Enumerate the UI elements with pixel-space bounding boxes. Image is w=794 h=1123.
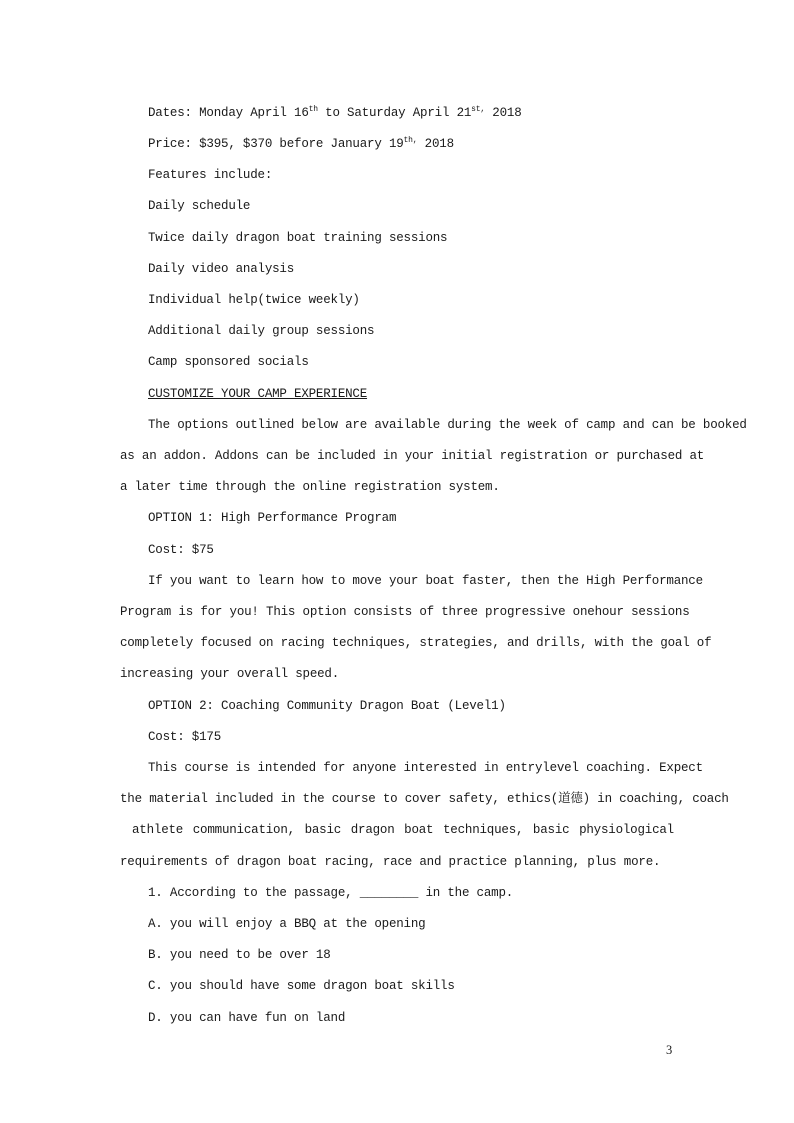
customize-para-line: a later time through the online registration system. (120, 480, 500, 494)
option1-para-line: increasing your overall speed. (120, 667, 340, 681)
option1-title: OPTION 1: High Performance Program (148, 511, 397, 525)
option2-para-line: This course is intended for anyone interested in entrylevel coaching. Expect (148, 761, 703, 775)
option2-para-line: the material included in the course to cover safety, ethics(道德) in coaching, coach (120, 792, 729, 806)
feature-item: Twice daily dragon boat training sessions (148, 231, 448, 245)
dates-line: Dates: Monday April 16th to Saturday April $21^{st,}$ 2018 (148, 105, 522, 120)
customize-para-line: as an addon. Addons can be included in your initial registration or purchased at (120, 449, 705, 463)
price-line: Price: $395, $370 before January $19^{th,}$ 2018 (148, 136, 454, 151)
option2-cost: Cost: $175 (148, 730, 222, 744)
customize-heading: CUSTOMIZE YOUR CAMP EXPERIENCE (148, 387, 368, 401)
feature-item: Daily video analysis (148, 262, 295, 276)
feature-item: Daily schedule (148, 199, 251, 213)
option1-para-line: If you want to learn how to move your boat faster, then the High Performance (148, 574, 703, 588)
answer-option-a: A. you will enjoy a BBQ at the opening (148, 917, 426, 931)
option2-title: OPTION 2: Coaching Community Dragon Boat (Level1) (148, 699, 506, 713)
option1-para-line: Program is for you! This option consists of three progressive onehour sessions (120, 605, 690, 619)
feature-item: Camp sponsored socials (148, 355, 309, 369)
features-label: Features include: (148, 168, 273, 182)
question-stem: 1. According to the passage, ________ in the camp. (148, 886, 514, 900)
answer-option-c: C. you should have some dragon boat skills (148, 979, 455, 993)
feature-item: Individual help(twice weekly) (148, 293, 360, 307)
option2-para-line: athlete communication, basic dragon boat techniques, basic physiological (132, 823, 674, 837)
option1-para-line: completely focused on racing techniques, strategies, and drills, with the goal of (120, 636, 712, 650)
option2-para-line: requirements of dragon boat racing, race and practice planning, plus more. (120, 855, 661, 869)
option1-cost: Cost: $75 (148, 543, 214, 557)
answer-option-b: B. you need to be over 18 (148, 948, 331, 962)
feature-item: Additional daily group sessions (148, 324, 375, 338)
page-number: 3 (666, 1043, 673, 1057)
answer-option-d: D. you can have fun on land (148, 1011, 346, 1025)
customize-para-line: The options outlined below are available during the week of camp and can be booked (148, 418, 747, 432)
